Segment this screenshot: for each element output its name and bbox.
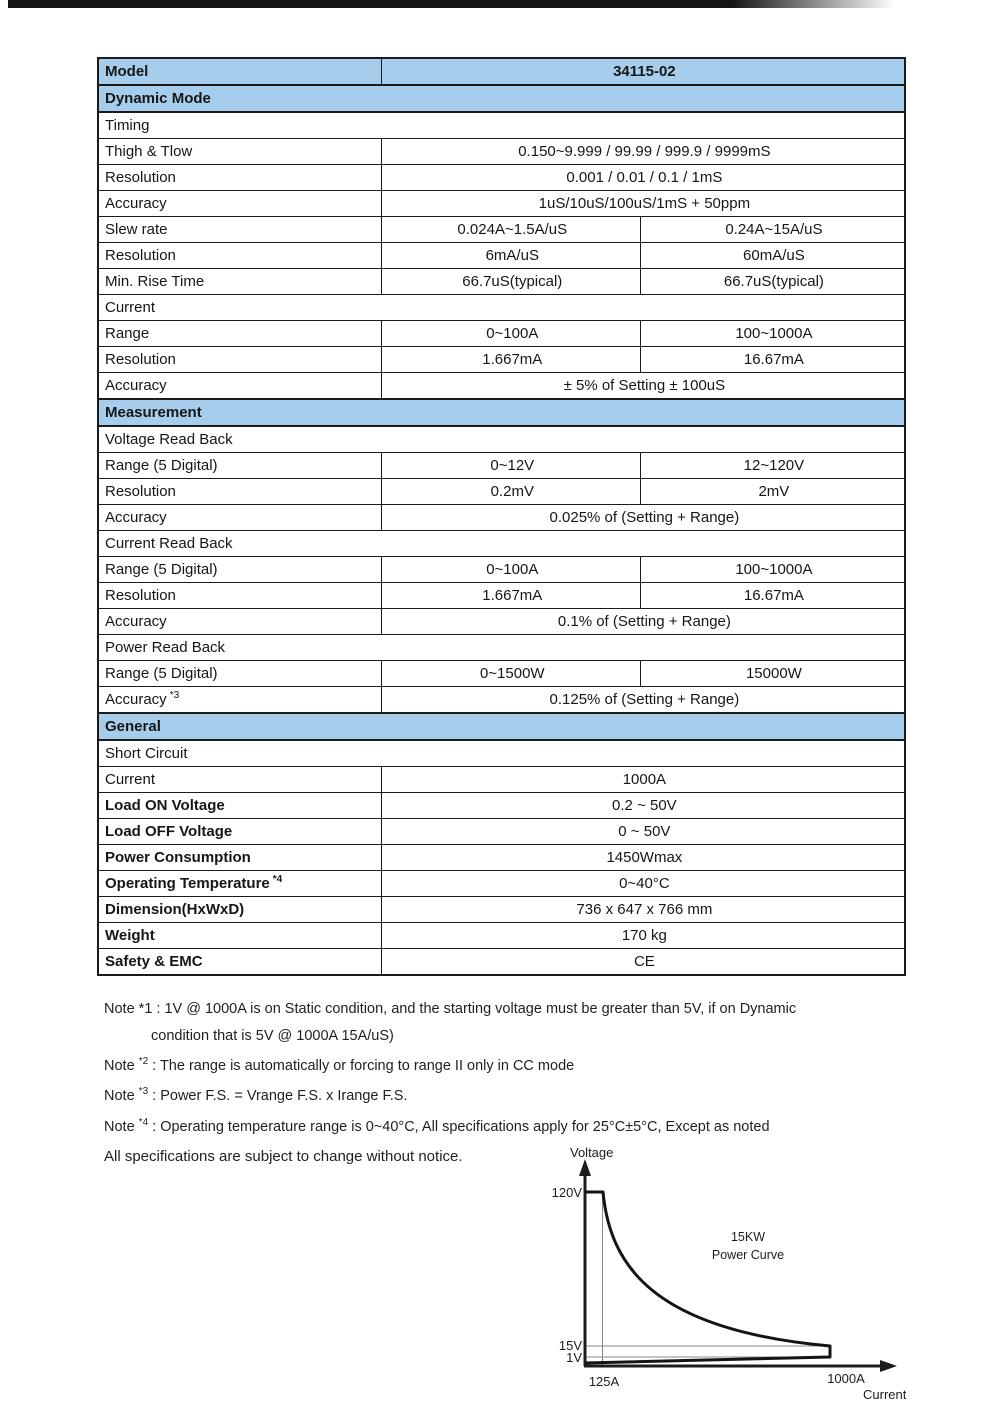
row-label: Current [98,295,905,321]
table-row [98,767,905,793]
row-value: 15000W [640,661,905,687]
table-row [98,453,905,479]
row-label: Range (5 Digital) [98,661,381,687]
note-marker: *3 [138,1086,149,1098]
row-value: 1000A [381,767,905,793]
row-label: Accuracy [98,505,381,531]
row-label: Accuracy [98,191,381,217]
x-axis-label: Current [863,1387,907,1402]
tick-120v: 120V [551,1185,582,1200]
table-row [98,505,905,531]
spec-table-body [98,58,905,975]
tick-125a: 125A [588,1374,620,1389]
x-axis-arrow [880,1360,897,1372]
table-row [98,112,905,139]
row-value: 0.2 ~ 50V [381,793,905,819]
note: Note *1 : 1V @ 1000A is on Static condition, and the starting voltage must be greater than 5V, if on Dynamic [104,1001,797,1017]
row-label: Range (5 Digital) [98,453,381,479]
table-row [98,531,905,557]
table-row [98,191,905,217]
annotation-15kw: 15KW [730,1230,766,1244]
y-axis-label: Voltage [570,1145,614,1160]
row-label: Dynamic Mode [98,85,905,112]
row-label: Slew rate [98,217,381,243]
disclaimer-text: All specifications are subject to change without notice. [104,1148,463,1165]
table-row [98,845,905,871]
row-label: Timing [98,112,905,139]
table-row [98,85,905,112]
row-label: Load ON Voltage [98,793,381,819]
row-value: 0.1% of (Setting + Range) [381,609,905,635]
table-row [98,635,905,661]
row-value: 1.667mA [381,347,640,373]
row-value: 12~120V [640,453,905,479]
tick-1000a: 1000A [827,1371,865,1386]
table-row [98,871,905,897]
row-value: 100~1000A [640,557,905,583]
power-curve-path [585,1192,830,1363]
table-row [98,609,905,635]
row-value: 66.7uS(typical) [640,269,905,295]
row-label: Resolution [98,347,381,373]
table-row [98,58,905,85]
table-row [98,426,905,453]
note: Note $^{*2}$ : The range is automatically or forcing to range II only in CC mode [104,1056,575,1074]
table-row [98,165,905,191]
table-row [98,923,905,949]
row-value: 0.2mV [381,479,640,505]
note-marker: *4 [138,1116,149,1128]
row-value: 0~40°C [381,871,905,897]
table-row [98,713,905,740]
row-label: Short Circuit [98,740,905,767]
row-value: 34115-02 [381,58,905,85]
row-label: Safety & EMC [98,949,381,976]
row-label: Power Read Back [98,635,905,661]
row-label: Current Read Back [98,531,905,557]
row-label: Thigh & Tlow [98,139,381,165]
row-label: Voltage Read Back [98,426,905,453]
table-row [98,373,905,400]
power-curve-svg [540,1140,970,1412]
tick-1v: 1V [566,1350,582,1365]
row-value: 66.7uS(typical) [381,269,640,295]
row-value: 0~1500W [381,661,640,687]
y-axis-arrow [579,1159,591,1176]
tick-15v: 15V [558,1338,582,1353]
table-row [98,819,905,845]
row-value: 1.667mA [381,583,640,609]
row-label: Resolution [98,243,381,269]
table-row [98,583,905,609]
note-marker: *1 [138,1001,153,1017]
table-row [98,217,905,243]
row-value: 0~100A [381,321,640,347]
row-label: Load OFF Voltage [98,819,381,845]
row-value: 0.001 / 0.01 / 0.1 / 1mS [381,165,905,191]
row-label: Resolution [98,583,381,609]
note-continuation: condition that is 5V @ 1000A 15A/uS) [151,1027,394,1044]
row-value: 0.024A~1.5A/uS [381,217,640,243]
note: Note $^{*4}$ : Operating temperature range is 0~40°C, All specifications apply for 25°C±5°C, Except as noted [104,1116,770,1135]
table-row [98,557,905,583]
table-row [98,661,905,687]
row-label: Weight [98,923,381,949]
row-value: 100~1000A [640,321,905,347]
table-row [98,295,905,321]
row-label: Current [98,767,381,793]
row-label: Accuracy $^{*3}$ [98,687,381,714]
note-marker: *4 [272,874,283,886]
table-row [98,687,905,714]
scan-artifact-top-bar [8,0,913,8]
table-row [98,793,905,819]
row-label: Resolution [98,479,381,505]
row-label: General [98,713,905,740]
table-row [98,399,905,426]
table-row [98,243,905,269]
table-row [98,139,905,165]
row-label: Resolution [98,165,381,191]
row-value: 1uS/10uS/100uS/1mS + 50ppm [381,191,905,217]
table-row [98,740,905,767]
row-label: Model [98,58,381,85]
row-value: CE [381,949,905,976]
row-value: 2mV [640,479,905,505]
notes-section [104,996,924,1140]
table-row [98,321,905,347]
row-label: Range (5 Digital) [98,557,381,583]
row-value: 0~100A [381,557,640,583]
row-value: 6mA/uS [381,243,640,269]
row-value: 736 x 647 x 766 mm [381,897,905,923]
row-value: 0 ~ 50V [381,819,905,845]
table-row [98,479,905,505]
table-row [98,897,905,923]
row-value: 16.67mA [640,347,905,373]
row-value: 60mA/uS [640,243,905,269]
table-row [98,269,905,295]
row-label: Power Consumption [98,845,381,871]
row-label: Accuracy [98,373,381,400]
row-label: Min. Rise Time [98,269,381,295]
table-row [98,949,905,976]
note-marker: *3 [169,690,180,702]
row-value: 16.67mA [640,583,905,609]
annotation-power-curve: Power Curve [711,1248,785,1262]
row-label: Measurement [98,399,905,426]
note: Note $^{*3}$ : Power F.S. = Vrange F.S. x Irange F.S. [104,1086,408,1105]
row-value: 170 kg [381,923,905,949]
row-label: Operating Temperature $^{*4}$ [98,871,381,897]
row-label: Accuracy [98,609,381,635]
row-label: Range [98,321,381,347]
row-value: 0.025% of (Setting + Range) [381,505,905,531]
row-value: 0.150~9.999 / 99.99 / 999.9 / 9999mS [381,139,905,165]
spec-table [97,57,906,976]
table-row [98,347,905,373]
row-value: 0.24A~15A/uS [640,217,905,243]
row-value: 0~12V [381,453,640,479]
row-label: Dimension(HxWxD) [98,897,381,923]
row-value: 1450Wmax [381,845,905,871]
row-value: ± 5% of Setting ± 100uS [381,373,905,400]
power-curve-chart [540,1140,970,1412]
note-marker: *2 [138,1056,149,1067]
row-value: 0.125% of (Setting + Range) [381,687,905,714]
